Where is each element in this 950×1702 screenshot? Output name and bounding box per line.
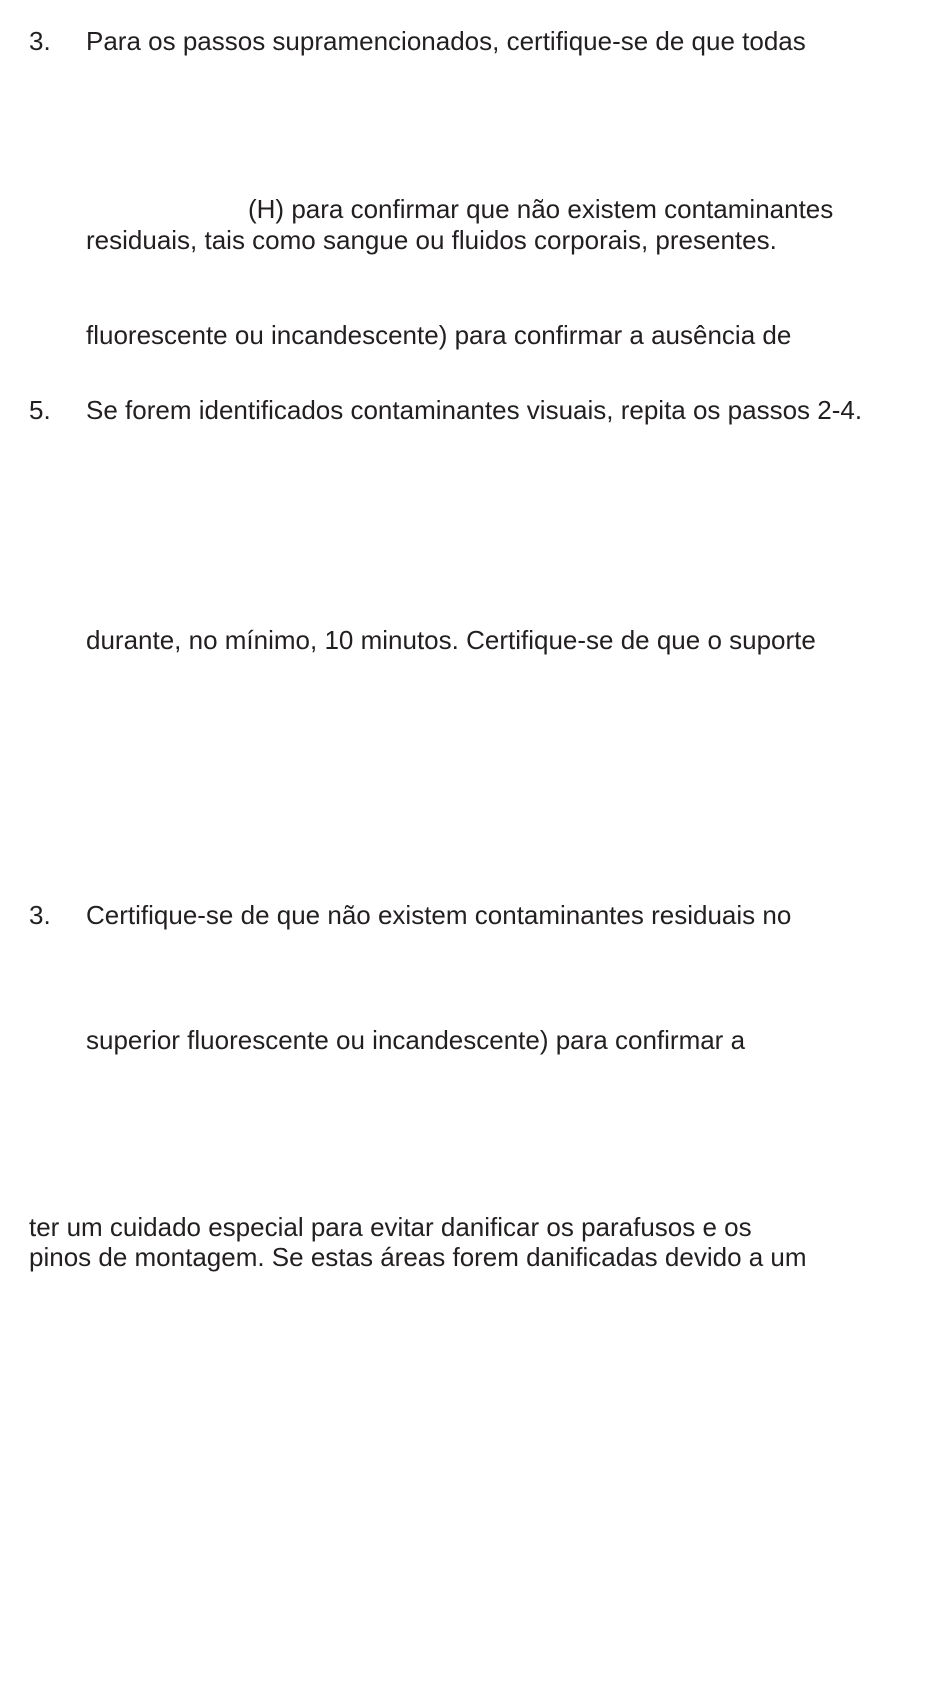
paragraph-line: residuais, tais como sangue ou fluidos corporais, presentes. xyxy=(86,225,777,255)
paragraph-line: pinos de montagem. Se estas áreas forem danificadas devido a um xyxy=(29,1242,807,1272)
paragraph-line: (H) para confirmar que não existem contaminantes xyxy=(248,194,834,224)
paragraph-line: durante, no mínimo, 10 minutos. Certifique-se de que o suporte xyxy=(86,625,816,655)
paragraph-line: Para os passos supramencionados, certifique-se de que todas xyxy=(86,26,806,56)
list-number: 5. xyxy=(29,395,51,425)
paragraph-line: ter um cuidado especial para evitar danificar os parafusos e os xyxy=(29,1212,752,1242)
paragraph-line: Se forem identificados contaminantes visuais, repita os passos 2-4. xyxy=(86,395,863,425)
list-number: 3. xyxy=(29,26,51,56)
paragraph-line: superior fluorescente ou incandescente) para confirmar a xyxy=(86,1025,746,1055)
list-number: 3. xyxy=(29,900,51,930)
paragraph-line: fluorescente ou incandescente) para confirmar a ausência de xyxy=(86,320,792,350)
paragraph-line: Certifique-se de que não existem contaminantes residuais no xyxy=(86,900,792,930)
